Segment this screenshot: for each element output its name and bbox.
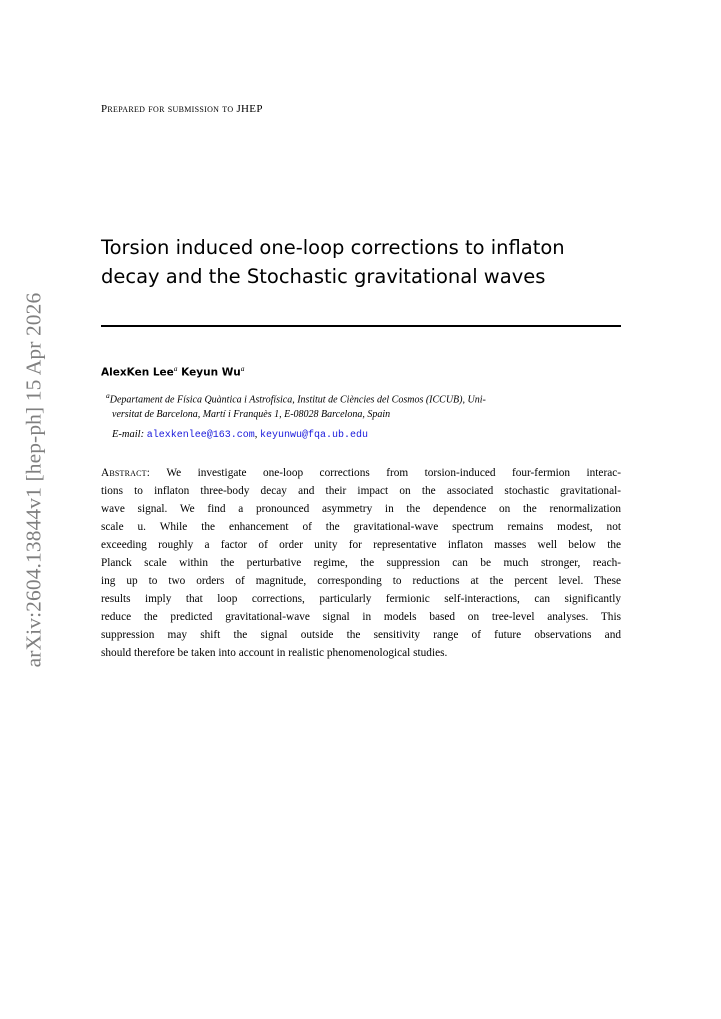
title-line-1: Torsion induced one-loop corrections to inflaton — [101, 236, 565, 259]
abstract — [101, 464, 621, 662]
email-link-1[interactable]: alexkenlee@163.com — [146, 430, 255, 441]
affiliation-marker: a — [106, 391, 110, 400]
abstract-line: results imply that loop corrections, particularly fermionic self-interactions, can significantly — [101, 593, 621, 605]
affiliation — [106, 388, 621, 422]
abstract-text: We investigate one-loop corrections from torsion-induced four-fermion interac- — [166, 467, 622, 479]
arxiv-identifier-stamp: arXiv:2604.13844v1 [hep-ph] 15 Apr 2026 — [21, 292, 46, 668]
paper-title — [101, 233, 621, 291]
abstract-line: reduce the predicted gravitational-wave signal in models based on tree-level analyses. This — [101, 611, 621, 623]
abstract-line: should therefore be taken into account in realistic phenomenological studies. — [101, 647, 448, 659]
affiliation-marker: a — [240, 364, 245, 373]
abstract-line — [101, 464, 621, 482]
author-name: AlexKen Lee — [101, 366, 174, 379]
affiliation-marker: a — [173, 364, 178, 373]
affiliation-line-1: Departament de Física Quàntica i Astrofísica, Institut de Ciències del Cosmos (ICCUB), Uni- — [109, 394, 486, 406]
affiliation-line-2: versitat de Barcelona, Martí i Franquès 1, E-08028 Barcelona, Spain — [112, 409, 391, 421]
submission-note: Prepared for submission to JHEP — [101, 103, 263, 115]
title-divider — [101, 325, 621, 327]
email-link-2[interactable]: keyunwu@fqa.ub.edu — [259, 430, 369, 441]
abstract-line: tions to inflaton three-body decay and their impact on the associated stochastic gravitational- — [101, 485, 621, 497]
title-line-2: decay and the Stochastic gravitational waves — [101, 265, 546, 288]
email-separator: , — [254, 429, 258, 440]
author-name: Keyun Wu — [181, 366, 241, 379]
abstract-line: ing up to two orders of magnitude, corresponding to reductions at the percent level. These — [101, 575, 621, 587]
email-contacts — [112, 429, 368, 441]
abstract-heading: Abstract: — [101, 467, 151, 479]
abstract-line: wave signal. We find a pronounced asymmetry in the dependence on the renormalization — [101, 503, 621, 515]
author-list — [101, 364, 245, 379]
email-label: E-mail: — [112, 429, 145, 440]
abstract-line: suppression may shift the signal outside the sensitivity range of future observations and — [101, 629, 621, 641]
abstract-line: Planck scale within the perturbative regime, the suppression can be much stronger, reach- — [101, 557, 621, 569]
abstract-line: exceeding roughly a factor of order unity for representative inflaton masses well below the — [101, 539, 621, 551]
abstract-line: scale u. While the enhancement of the gravitational-wave spectrum remains modest, not — [101, 521, 621, 533]
